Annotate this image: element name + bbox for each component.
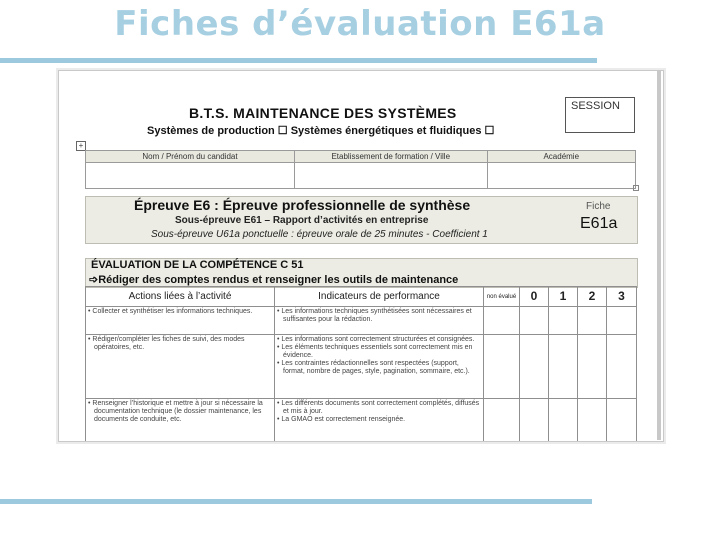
- row1-cell: [578, 307, 607, 335]
- competence-title: ÉVALUATION DE LA COMPÉTENCE C 51: [91, 259, 304, 271]
- fiche-label: Fiche: [586, 201, 611, 212]
- academie-cell: [487, 163, 636, 189]
- row2-cell: [549, 335, 578, 399]
- row1-indicators: • Les informations techniques synthétisées sont nécessaires et suffisantes pour la rédaction.: [275, 307, 484, 335]
- table-row: [86, 307, 637, 335]
- evaluation-sheet-image: [58, 70, 664, 442]
- candidate-info-table: [85, 150, 636, 189]
- bts-title: B.T.S. MAINTENANCE DES SYSTÈMES: [189, 105, 457, 121]
- candidate-name-header: Nom / Prénom du candidat: [86, 151, 295, 163]
- bts-subtitle: Systèmes de production ☐ Systèmes énergétiques et fluidiques ☐: [147, 125, 495, 137]
- row1-actions: • Collecter et synthétiser les informations techniques.: [86, 307, 275, 335]
- document-right-edge: [657, 70, 661, 440]
- competence-subtitle: ➩Rédiger des comptes rendus et renseigner les outils de maintenance: [89, 274, 459, 286]
- score-1-header: 1: [549, 287, 578, 307]
- score-0-header: 0: [520, 287, 549, 307]
- row3-cell: [607, 399, 637, 443]
- row2-indicators: • Les informations sont correctement structurées et consignées. • Les éléments techniques essentiels sont correctement mis en évidence. • Les contraintes rédactionnelles sont respectées (support, format, nombre de pages, style, pagination, sommaire, etc.).: [275, 335, 484, 399]
- row3-cell: [549, 399, 578, 443]
- row1-cell: [607, 307, 637, 335]
- expand-plus-icon: +: [76, 141, 86, 151]
- score-2-header: 2: [578, 287, 607, 307]
- fiche-code: E61a: [580, 215, 618, 232]
- institution-header: Etablissement de formation / Ville: [295, 151, 488, 163]
- table-row: [86, 399, 637, 443]
- row2-cell: [520, 335, 549, 399]
- table-row: [86, 335, 637, 399]
- row1-cell: [520, 307, 549, 335]
- non-evalue-header: non évalué: [484, 287, 520, 307]
- evaluation-grid: [85, 286, 637, 442]
- epreuve-oral-note: Sous-épreuve U61a ponctuelle : épreuve orale de 25 minutes - Coefficient 1: [151, 229, 488, 240]
- row1-cell: [549, 307, 578, 335]
- actions-column-header: Actions liées à l’activité: [86, 287, 275, 307]
- row3-actions: • Renseigner l’historique et mettre à jour si nécessaire la documentation technique (le dossier maintenance, les documents de conduite, etc.: [86, 399, 275, 443]
- slide-title: Fiches d’évaluation E61a: [114, 4, 606, 44]
- institution-cell: [295, 163, 488, 189]
- score-3-header: 3: [607, 287, 637, 307]
- indicators-column-header: Indicateurs de performance: [275, 287, 484, 307]
- row2-cell: [484, 335, 520, 399]
- row3-indicators: • Les différents documents sont correctement complétés, diffusés et mis à jour. • La GMAO est correctement renseignée.: [275, 399, 484, 443]
- academie-header: Académie: [487, 151, 636, 163]
- session-label: SESSION: [571, 100, 620, 112]
- row3-cell: [484, 399, 520, 443]
- row3-cell: [520, 399, 549, 443]
- epreuve-subtitle: Sous-épreuve E61 – Rapport d’activités en entreprise: [175, 215, 429, 226]
- title-underline-bar: [0, 58, 597, 63]
- row2-cell: [578, 335, 607, 399]
- row1-cell: [484, 307, 520, 335]
- row3-cell: [578, 399, 607, 443]
- epreuve-title: Épreuve E6 : Épreuve professionnelle de synthèse: [134, 197, 471, 213]
- row2-actions: • Rédiger/compléter les fiches de suivi, des modes opératoires, etc.: [86, 335, 275, 399]
- row2-cell: [607, 335, 637, 399]
- candidate-name-cell: [86, 163, 295, 189]
- table-resize-handle: [633, 185, 639, 191]
- bottom-bar: [0, 499, 592, 504]
